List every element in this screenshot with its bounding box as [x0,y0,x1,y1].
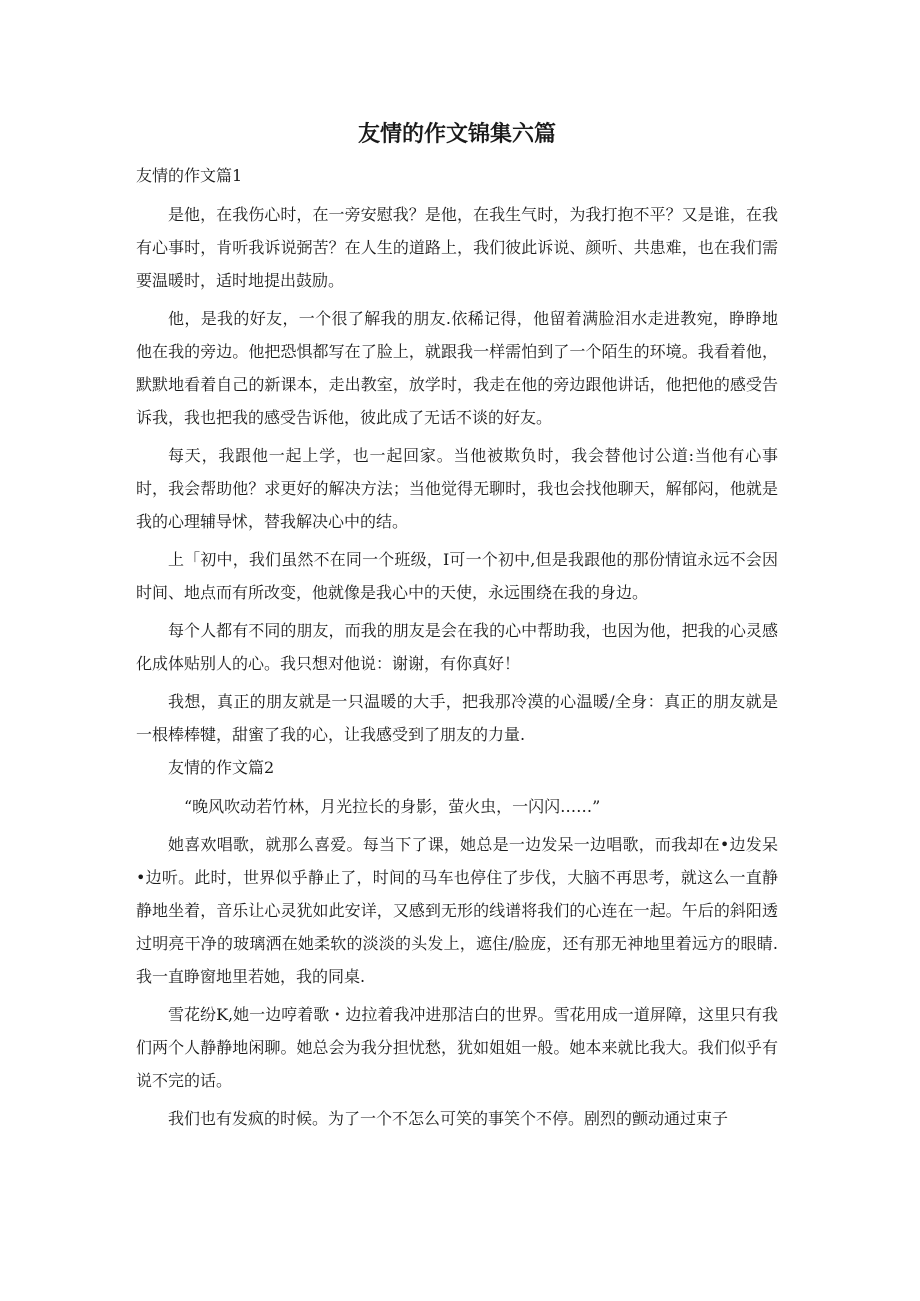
paragraph: 我想，真正的朋友就是一只温暖的大手，把我那冷漠的心温暖/全身：真正的朋友就是一根棒棒犍，甜蜜了我的心，让我感受到了朋友的力量. [136,692,778,744]
section-heading-2: 友情的作文篇2 [168,758,275,777]
paragraph: 雪花纷K,她一边哼着歌・边拉着我冲进那洁白的世界。雪花用成一道屏障，这里只有我们两个人静静地闲聊。她总会为我分担忧愁，犹如姐姐一般。她本来就比我大。我们似乎有说不完的话。 [136,1005,778,1090]
paragraph: 每个人都有不同的朋友，而我的朋友是会在我的心中帮助我，也因为他，把我的心灵感化成体贴别人的心。我只想对他说：谢谢，有你真好！ [136,621,778,673]
paragraph: 是他，在我伤心时，在一旁安慰我？是他，在我生气时，为我打抱不平？又是谁，在我有心事时，肯听我诉说弼苦？在人生的道路上，我们彼此诉说、颜听、共患难，也在我们需要温暖时，适时地提出鼓励。 [136,205,778,290]
paragraph: 我们也有发疯的时候。为了一个不怎么可笑的事笑个不停。剧烈的颤动通过束子 [168,1109,729,1128]
document-title: 友情的作文锦集六篇 [357,122,556,147]
paragraph: 每天，我跟他一起上学，也一起回家。当他被欺负时，我会替他讨公道:当他有心事时，我会帮助他？求更好的解决方法；当他觉得无聊时，我也会找他聊天，解郁闷，他就是我的心理辅导怵，替我解决心中的结。 [136,446,778,531]
paragraph: 他，是我的好友，一个很了解我的朋友.依稀记得，他留着满脸泪水走进教宛，睁睁地他在我的旁边。他把恐惧都写在了脸上，就跟我一样需怕到了一个陌生的环境。我看着他，默默地看着自己的新课本，走出教室，放学时，我走在他的旁边跟他讲话，他把他的感受告诉我，我也把我的感受告诉他，彼此成了无话不谈的好友。 [136,309,778,427]
paragraph: 她喜欢唱歌，就那么喜爱。每当下了课，她总是一边发呆一边唱歌，而我却在•边发呆•边听。此时，世界似乎静止了，时间的马车也停住了步伐，大脑不再思考，就这么一直静静地坐着，音乐让心灵犹如此安详，又感到无形的线谱将我们的心连在一起。午后的斜阳透过明亮干净的玻璃洒在她柔软的淡淡的头发上，遮住/脸庞，还有那无神地里着远方的眼睛.我一直睁窗地里若她，我的同桌. [136,835,778,986]
section-heading-1: 友情的作文篇1 [136,166,243,185]
paragraph: 上「初中，我们虽然不在同一个班级，I可一个初中,但是我跟他的那份情谊永远不会因时间、地点而有所改变，他就像是我心中的天使，永远围绕在我的身边。 [136,550,778,602]
quote-line: “晚风吹动若竹林，月光拉长的身影，萤火虫，一闪闪……” [184,797,601,816]
document-page [136,118,778,1140]
